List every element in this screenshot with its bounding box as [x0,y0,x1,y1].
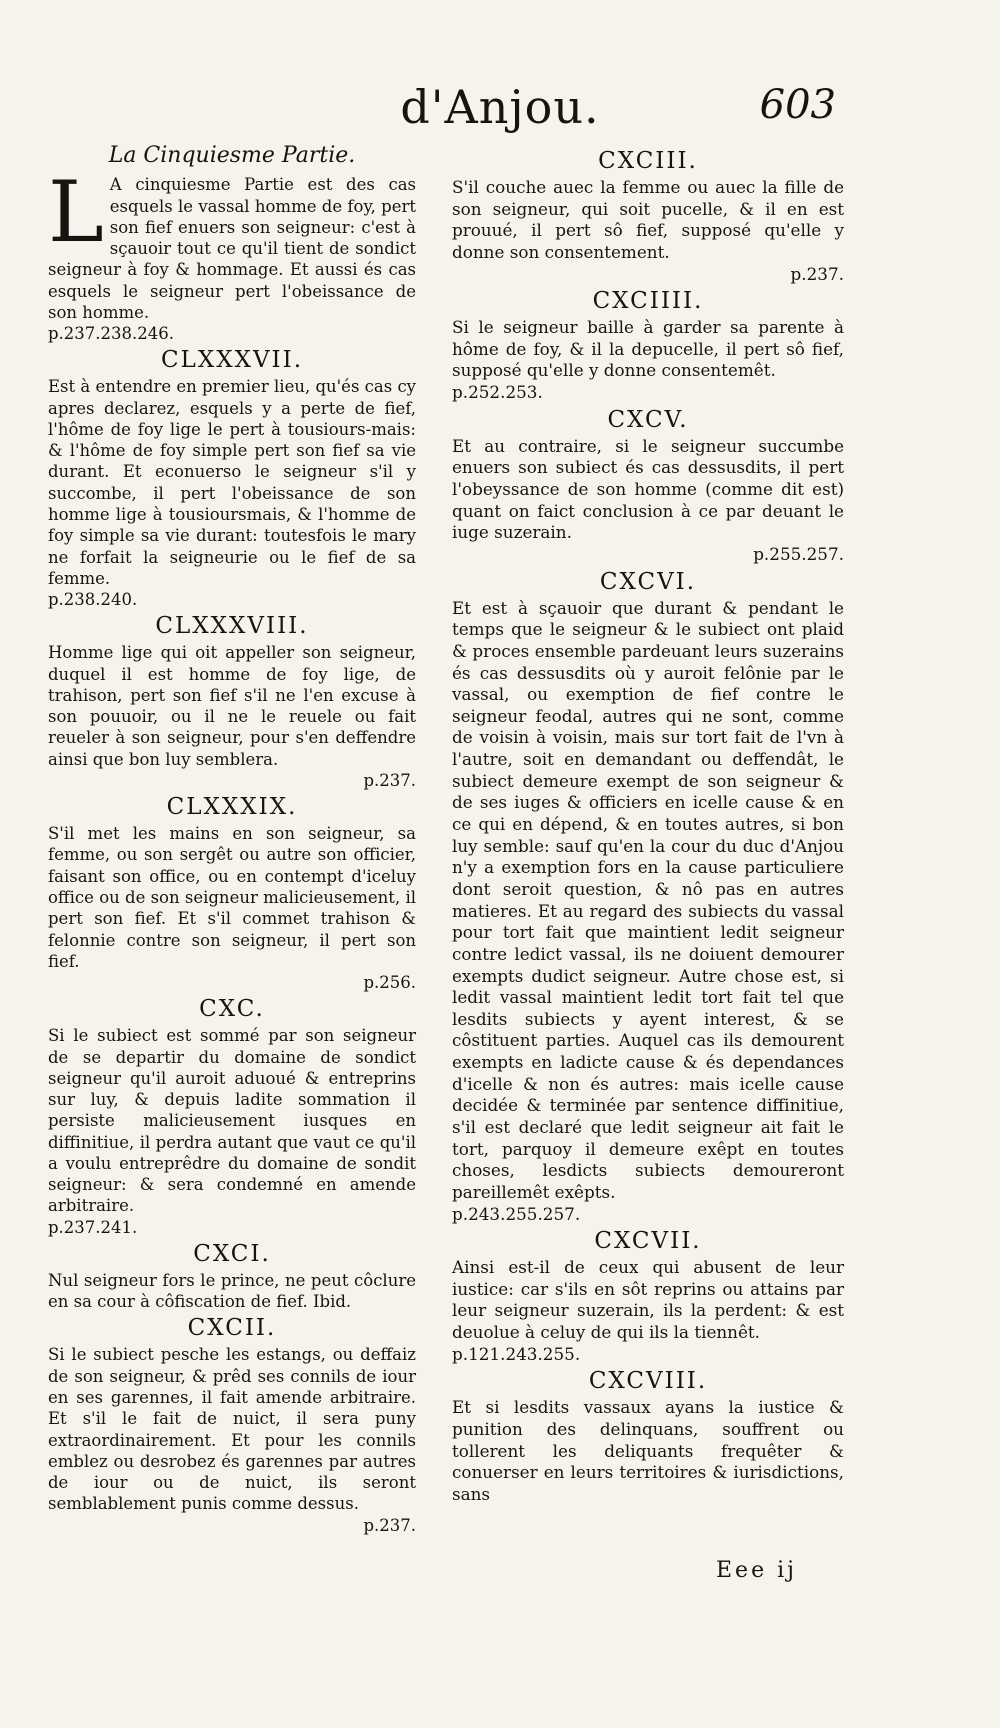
part-title: La Cinquiesme Partie. [108,143,356,168]
page-number: 603 [759,82,836,128]
right-column [452,145,844,1506]
article-text: Est à entendre en premier lieu, qu'és cas cy apres declarez, esquels y a perte de fief, l'hôme de foy lige le pert à tousiours-mais: & l'hôme de foy simple pert son fief sa vie durant. Et econuerso le seigneur s'il y succombe, il pert l'obeissance de son homme lige à tousioursmais, & l'homme de foy simple sa vie durant: toutesfois le mary ne forfait la seigneurie ou le fief de sa femme. [48,377,417,588]
article-heading: CXCVII. [594,1228,702,1255]
article-heading: CLXXXVII. [160,347,304,374]
article-heading: CXC. [199,996,265,1023]
page-reference: p.121.243.255. [452,1343,581,1364]
page-reference: p.252.253. [452,382,543,403]
article-heading: CXCIIII. [592,288,704,315]
page-reference: p.237. [790,263,844,284]
intro-paragraph [48,163,416,323]
article-heading: CXCII. [187,1315,277,1342]
page-reference: p.237.241. [48,1217,138,1237]
page-reference: p.255.257. [753,543,844,564]
page-reference: p.243.255.257. [452,1203,581,1224]
article-text: Homme lige qui oit appeller son seigneur, duquel il est homme de foy lige, de trahison, pert son fief s'il ne l'en excuse à son pouuoir, ou il ne le reuele ou fait reueler à son seigneur, pour s'en deffendre ainsi que bon luy semblera. [48,643,416,769]
article-text: Si le seigneur baille à garder sa parente à hôme de foy, & il la depucelle, il pert sô fief, supposé qu'elle y donne consentemêt. [452,317,844,381]
article-heading: CXCI. [193,1240,271,1267]
article-text: Et si lesdits vassaux ayans la iustice & punition des delinquans, souffrent ou tollerent les deliquants frequêter & conuerser en leurs territoires & iurisdictions, sans [452,1397,844,1504]
article-heading: CXCVIII. [588,1368,708,1395]
page-reference: p.256. [363,973,416,993]
running-title: d'Anjou. [400,80,600,134]
article-heading: CXCIII. [598,148,698,174]
article-heading: CXCV. [607,406,689,433]
drop-cap: L [48,163,104,262]
article-text: Et est à sçauoir que durant & pendant le temps que le seigneur & le subiect ont plaid & proces ensemble pardeuant leurs suzerains és cas dessusdits où y auroit felônie par le vassal, ou exemption de fief contre le seigneur feodal, autres qui ne sont, comme de voisin à voisin, mais sur tort fait de l'vn à l'autre, soit en demandant ou deffendât, le subiect demeure exempt de son seigneur & de ses iuges & officiers en icelle cause & en ce qui en dépend, & en toutes autres, si bon luy semble: sauf qu'en la cour du duc d'Anjou n'y a exemption fors en la cause particuliere dont seroit question, & nô pas en autres matieres. Et au regard des subiects du vassal pour tort fait que maintient ledit seigneur contre ledict vassal, ils ne doiuent demourer exempts dudict seigneur. Autre chose est, si ledit vassal maintient ledit tort fait tel que lesdits subiects y ayent interest, & se côstituent parties. Auquel cas ils demourent exempts en ladicte cause & és dependances d'icelle & non és autres: mais icelle cause decidée & terminée par sentence diffinitiue, s'il est declaré que ledit seigneur ait fait le tort, parquoy il demeure exêpt en toutes choses, lesdicts subiects demoureront pareillemêt exêpts. [452,597,844,1202]
article-text: Si le subiect pesche les estangs, ou deffaiz de son seigneur, & prêd ses connils de iour en ses garennes, il fait amende arbitraire. Et s'il le fait de nuict, il sera puny extraordinairement. Et pour les connils emblez ou desrobez és garennes par autres de iour ou de nuict, ils seront semblablement punis comme dessus. [48,1345,416,1514]
article-heading: CLXXXIX. [166,794,298,821]
article-heading: CXCVI. [599,568,697,595]
catchword-signature: Eee ij [716,1558,797,1583]
article-text: S'il met les mains en son seigneur, sa femme, ou son sergêt ou autre son officier, faisant son office, ou en contempt d'iceluy office ou de son seigneur malicieusement, il pert son fief. Et s'il commet trahison & felonnie contre son seigneur, il pert son fief. [48,824,416,971]
article-heading: CLXXXVIII. [155,613,309,640]
page-reference: p.238.240. [48,590,138,610]
intro-text: A cinquiesme Partie est des cas esquels le vassal homme de foy, pert son fief enuers son seigneur: c'est à sçauoir tout ce qu'il tient de sondict seigneur à foy & hommage. Et aussi és cas esquels le seigneur pert l'obeissance de son homme. [48,175,416,322]
page-reference: p.237. [363,770,416,790]
article-text: Et au contraire, si le seigneur succumbe enuers son subiect és cas dessusdits, il pert l'obeyssance de son homme (comme dit est) quant on faict conclusion à ce par deuant le iuge suzerain. [452,435,844,543]
page-reference: p.237. [363,1515,416,1535]
article-text: S'il couche auec la femme ou auec la fille de son seigneur, qui soit pucelle, & il en est prouué, il pert sô fief, supposé qu'elle y donne son consentement. [452,177,844,262]
article-text: Si le subiect est sommé par son seigneur de se departir du domaine de sondict seigneur qu'il auroit aduoué & entreprins sur luy, & depuis ladite sommation il persiste malicieusement iusques en diffinitiue, il perdra autant que vaut ce qu'il a voulu entreprêdre du domaine de sondit seigneur: & sera condemné en amende arbitraire. [48,1026,416,1216]
left-column [48,145,416,1536]
article-text: Ainsi est-il de ceux qui abusent de leur iustice: car s'ils en sôt reprins ou attains par leur seigneur suzerain, ils la perdent: & est deuolue à celuy de qui ils la tiennêt. [452,1257,844,1343]
article-text: Nul seigneur fors le prince, ne peut côclure en sa cour à côfiscation de fief. Ibid. [48,1270,416,1312]
page-reference: p.237.238.246. [48,324,175,344]
